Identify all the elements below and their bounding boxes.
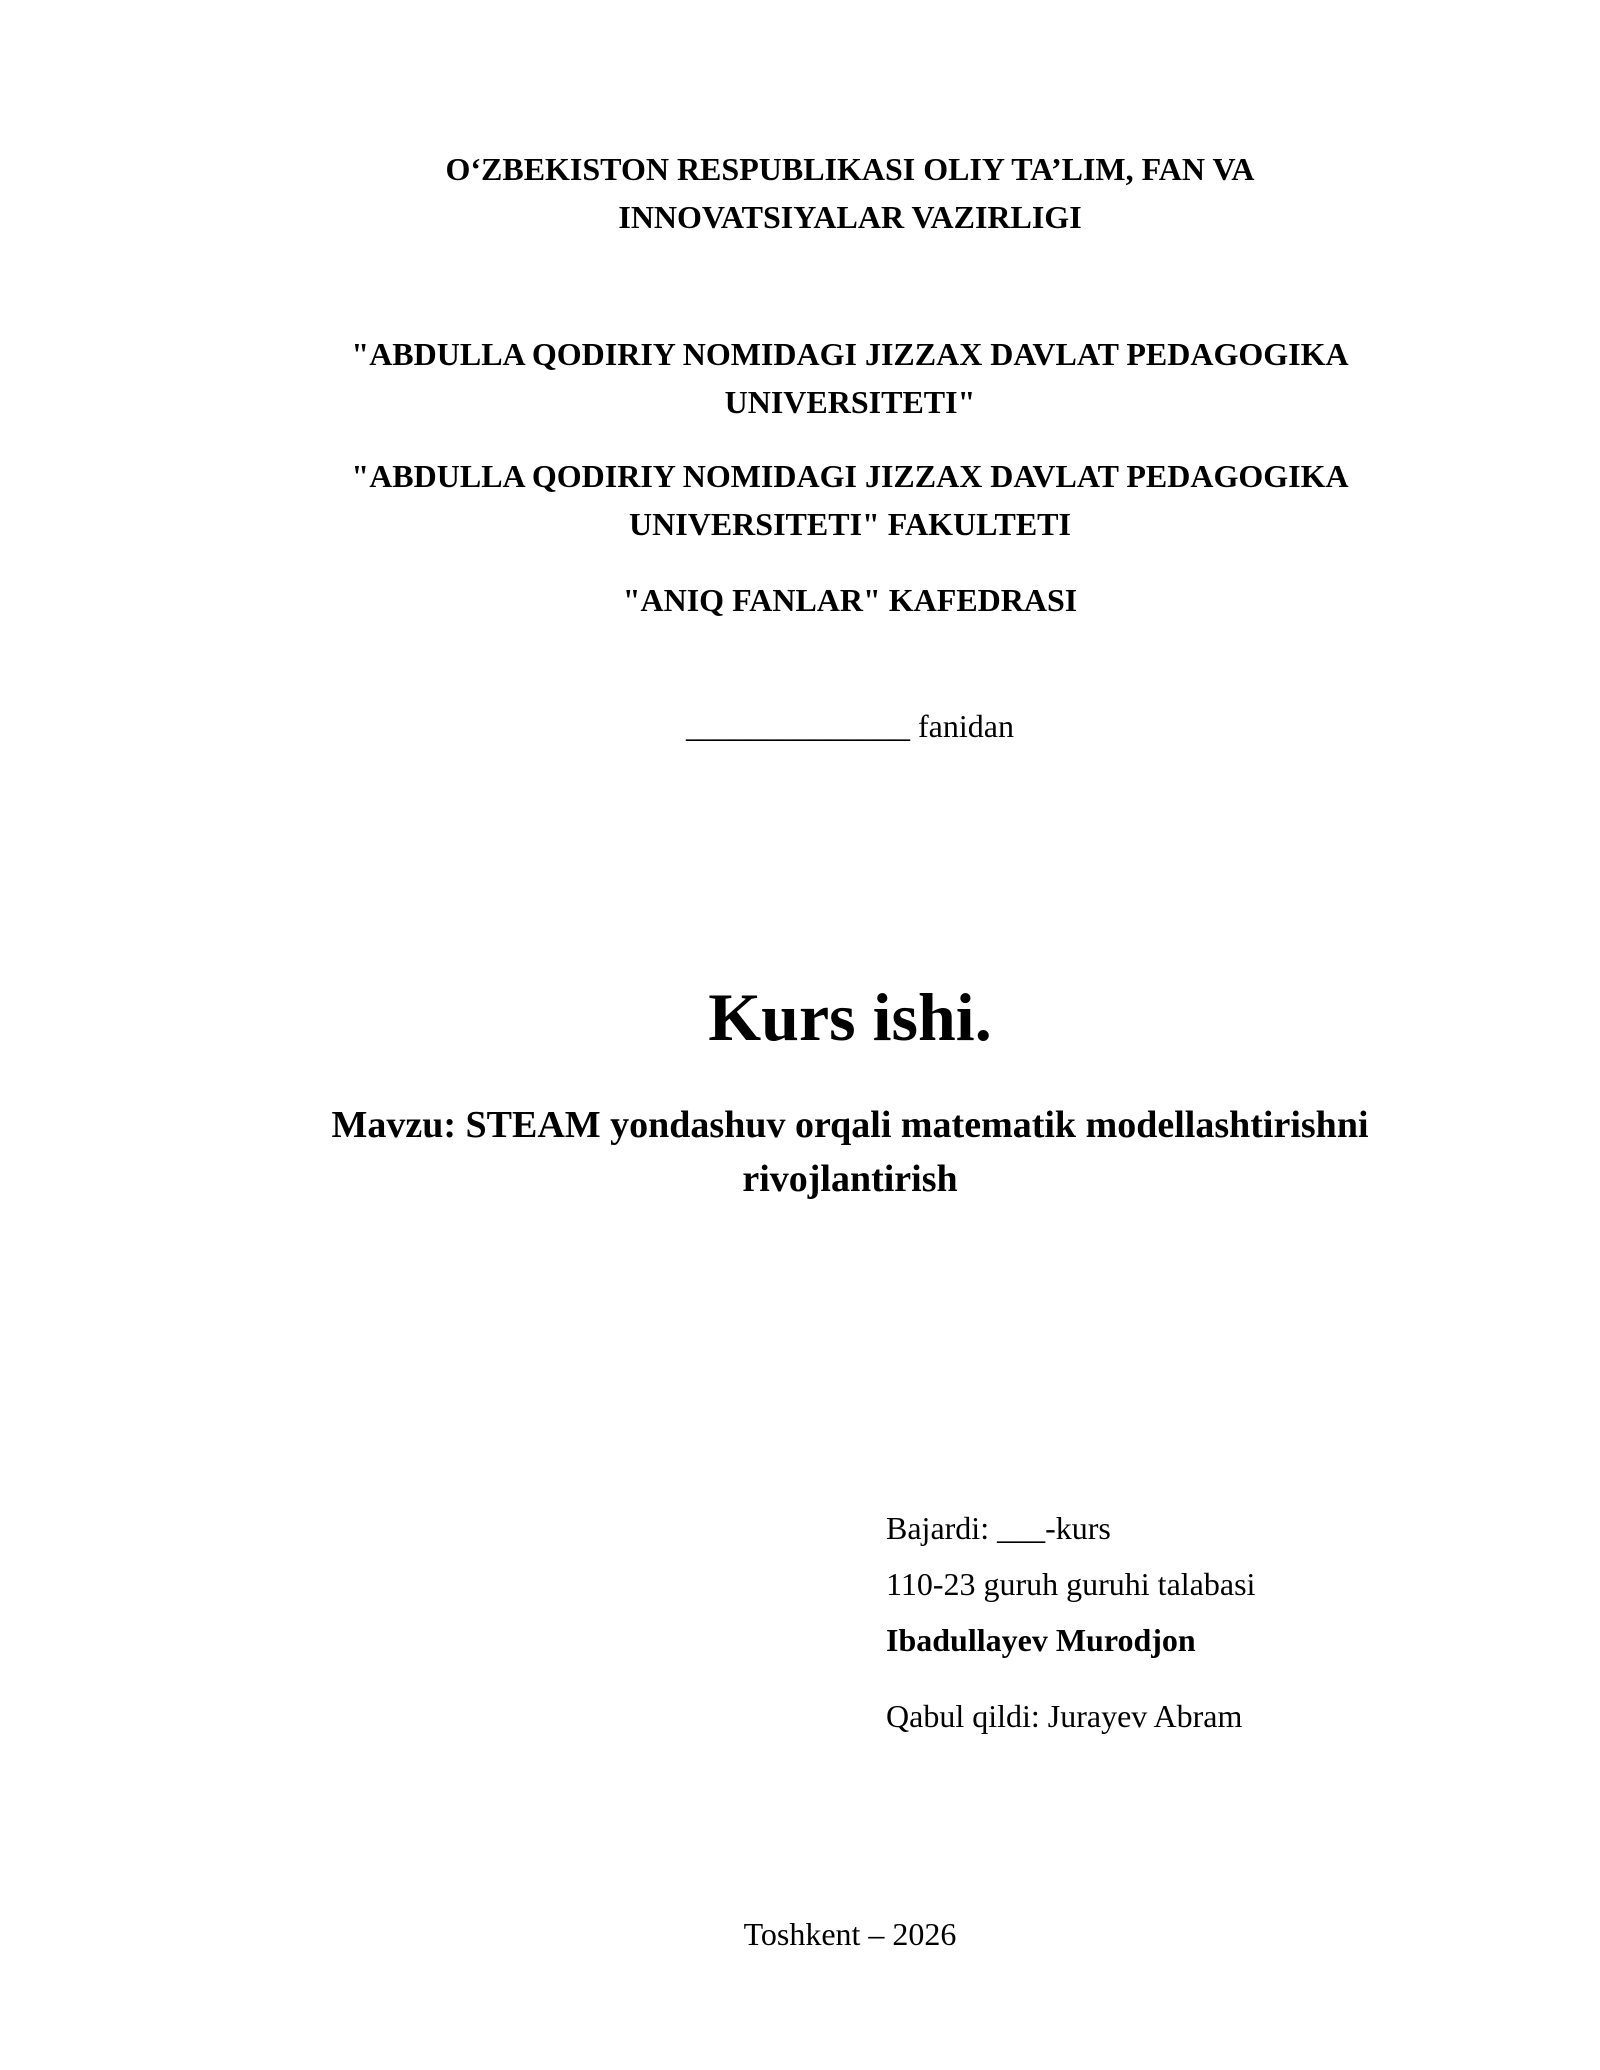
- ministry-line-1: O‘ZBEKISTON RESPUBLIKASI OLIY TA’LIM, FAN VA: [445, 151, 1255, 187]
- student-name: Ibadullayev Murodjon: [886, 1622, 1196, 1658]
- university-line-2: UNIVERSITETI": [724, 384, 976, 420]
- topic-line-2: rivojlantirish: [742, 1158, 958, 1200]
- ministry-line-2: INNOVATSIYALAR VAZIRLIGI: [618, 199, 1082, 235]
- ministry-heading: [180, 145, 1520, 241]
- faculty-heading: [180, 452, 1520, 548]
- student-group: 110-23 guruh guruhi talabasi: [886, 1566, 1256, 1602]
- place-year: Toshkent – 2026: [743, 1916, 957, 1952]
- faculty-line-1: "ABDULLA QODIRIY NOMIDAGI JIZZAX DAVLAT PEDAGOGIKA: [351, 458, 1349, 494]
- accepted-by: Qabul qildi: Jurayev Abram: [886, 1698, 1243, 1734]
- university-line-1: "ABDULLA QODIRIY NOMIDAGI JIZZAX DAVLAT PEDAGOGIKA: [351, 336, 1349, 372]
- topic-line-1: Mavzu: STEAM yondashuv orqali matematik modellashtirishni: [331, 1104, 1369, 1146]
- document-title: Kurs ishi.: [708, 979, 992, 1055]
- faculty-line-2: UNIVERSITETI" FAKULTETI: [629, 506, 1071, 542]
- performed-by: Bajardi: ___-kurs: [886, 1510, 1111, 1546]
- topic-heading: [260, 1098, 1440, 1206]
- author-info: [886, 1500, 1486, 1744]
- subject-line: ______________ fanidan: [686, 708, 1014, 744]
- university-heading: [180, 330, 1520, 426]
- kafedra-heading: [180, 576, 1520, 624]
- kafedra-line: "ANIQ FANLAR" KAFEDRASI: [622, 582, 1078, 618]
